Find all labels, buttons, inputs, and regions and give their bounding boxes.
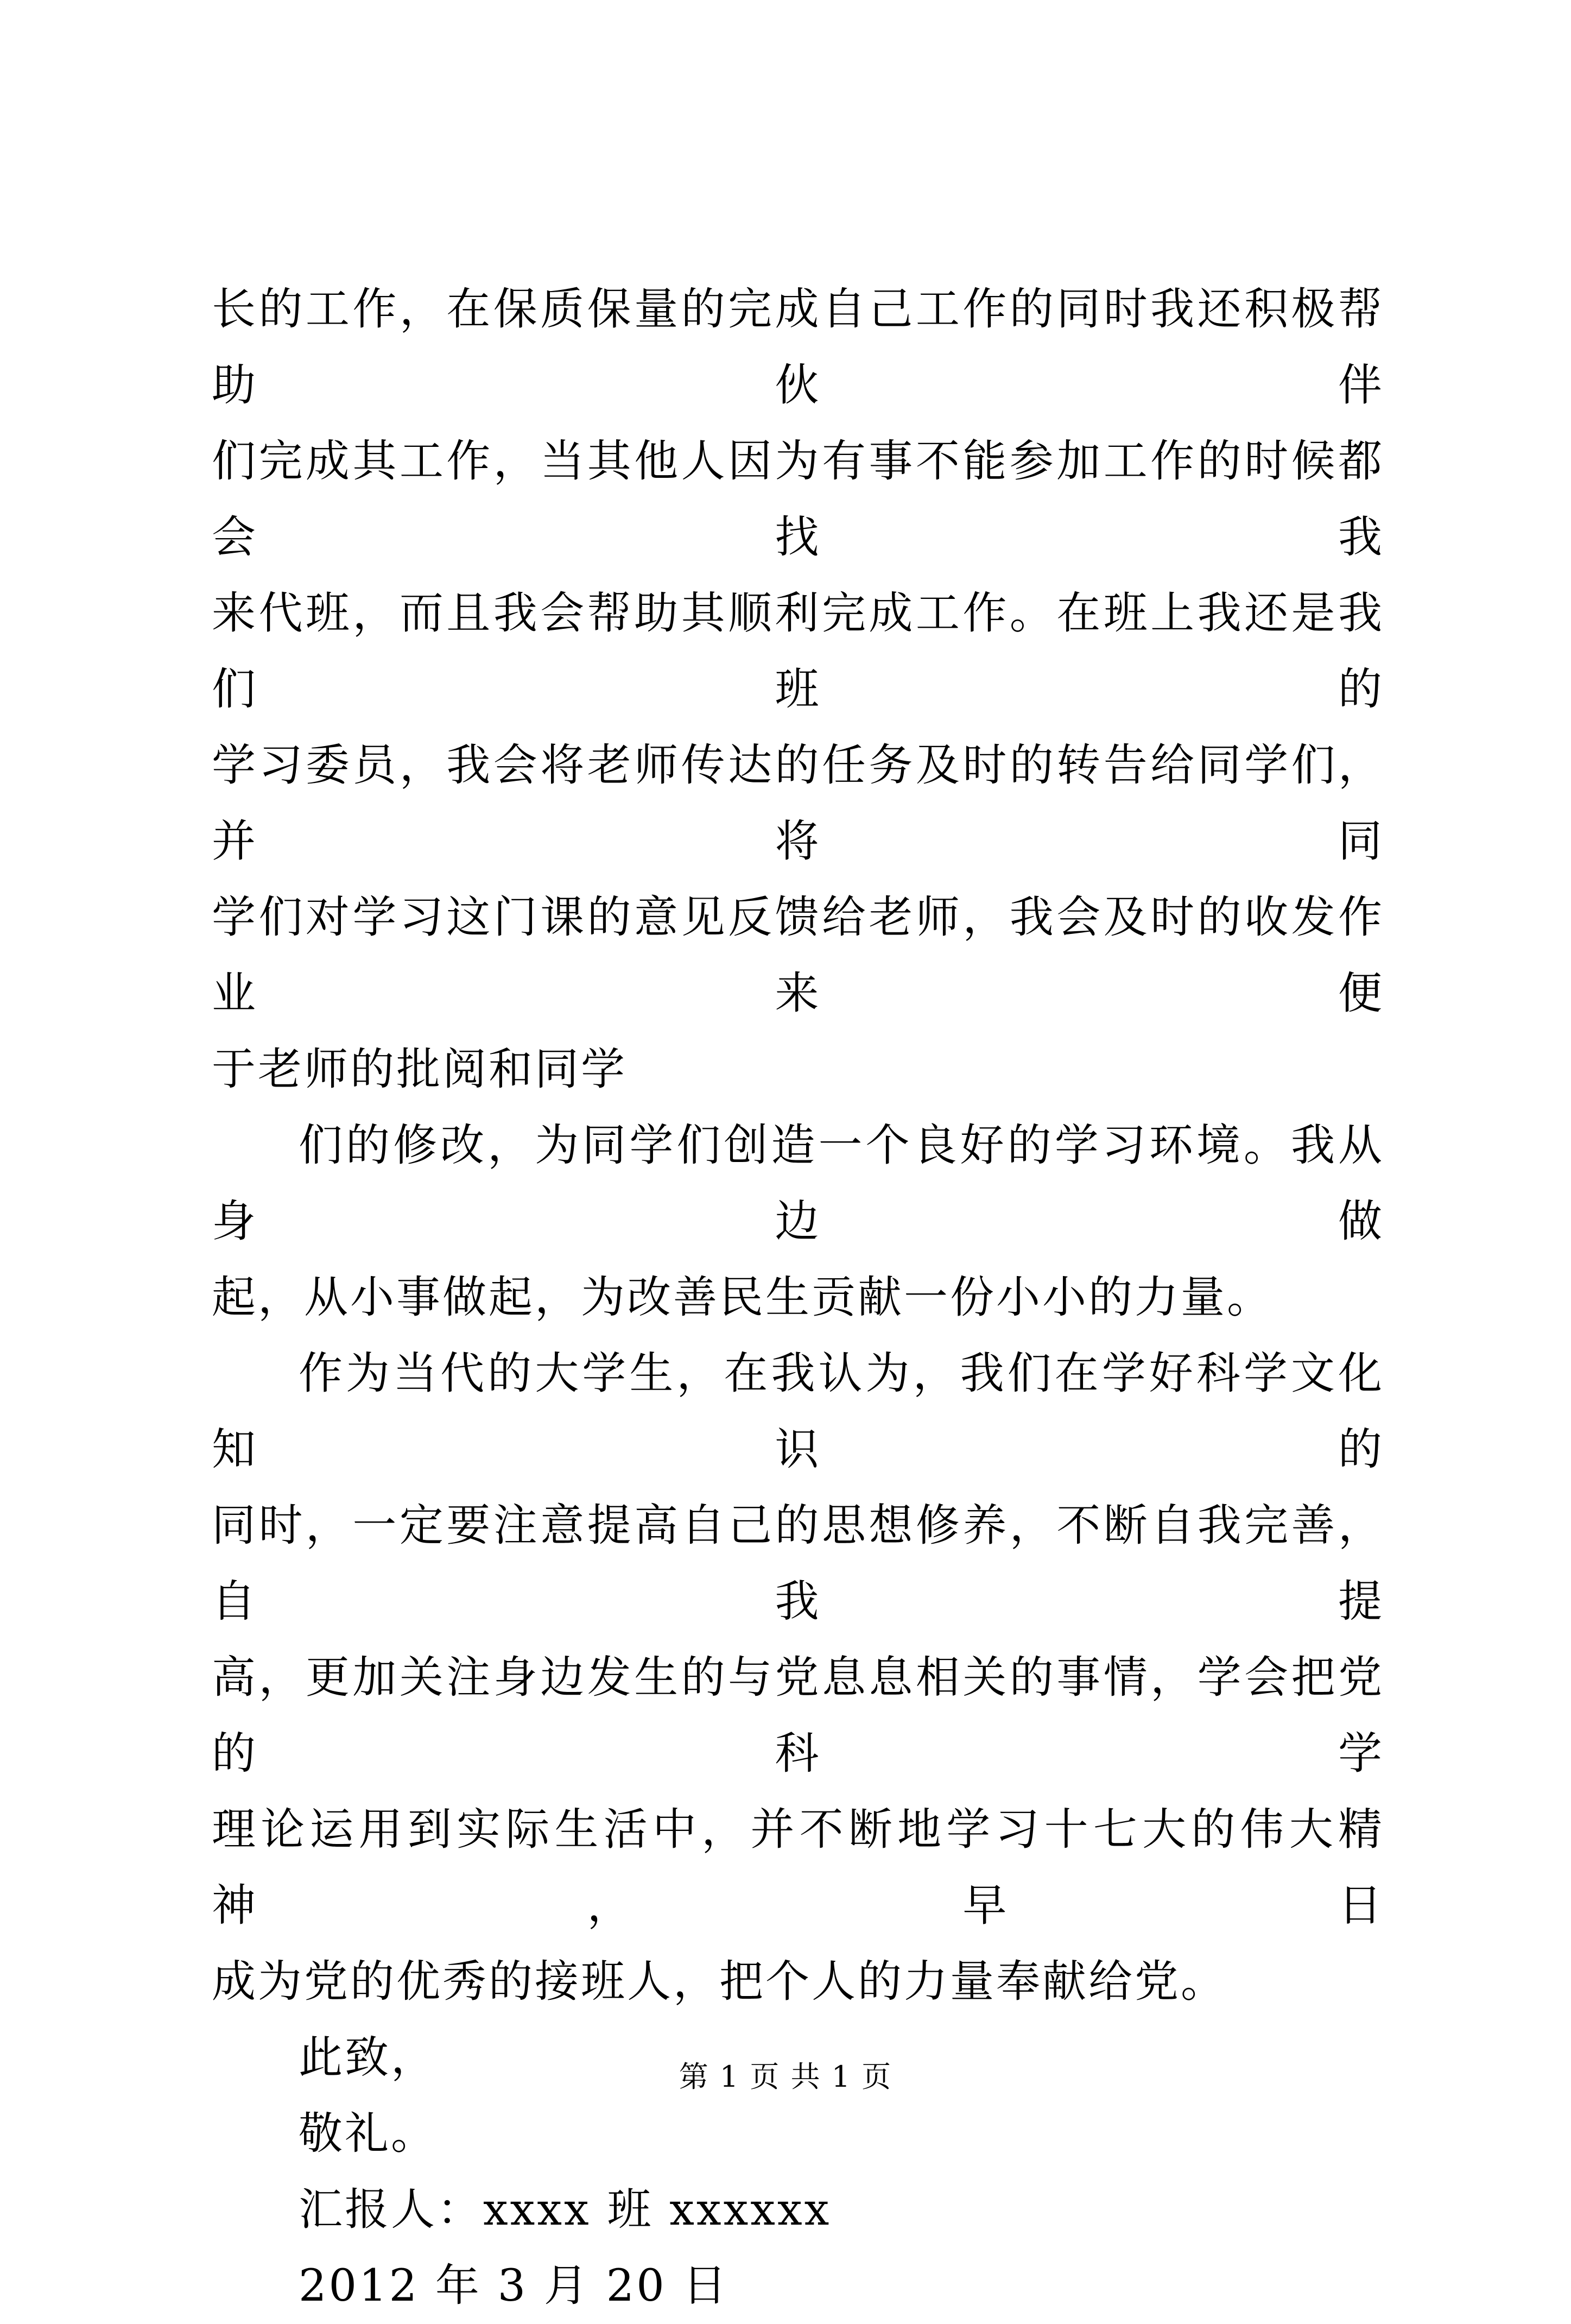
paragraph-line: 理论运用到实际生活中，并不断地学习十七大的伟大精神，早日 bbox=[212, 1804, 1384, 1931]
paragraph-line: 成为党的优秀的接班人，把个人的力量奉献给党。 bbox=[212, 1956, 1227, 2007]
paragraph-line: 于老师的批阅和同学 bbox=[212, 1044, 628, 1095]
paragraph-line: 长的工作，在保质保量的完成自己工作的同时我还积极帮助伙伴 bbox=[212, 284, 1384, 411]
paragraph-line: 学习委员，我会将老师传达的任务及时的转告给同学们，并将同 bbox=[212, 740, 1384, 867]
paragraph-3 bbox=[212, 1336, 1384, 2020]
paragraph-1 bbox=[212, 271, 1384, 1108]
report-date: 2012 年 3 月 20 日 bbox=[299, 2260, 729, 2312]
page-indicator: 第 1 页 共 1 页 bbox=[679, 2060, 892, 2094]
paragraph-line: 们的修改，为同学们创造一个良好的学习环境。我从身边做 bbox=[212, 1120, 1384, 1247]
page-footer bbox=[0, 2058, 1571, 2096]
paragraph-line: 高，更加关注身边发生的与党息息相关的事情，学会把党的科学 bbox=[212, 1652, 1384, 1779]
paragraph-line: 作为当代的大学生，在我认为，我们在学好科学文化知识的 bbox=[212, 1348, 1384, 1475]
paragraph-line: 学们对学习这门课的意见反馈给老师，我会及时的收发作业来便 bbox=[212, 892, 1384, 1019]
document-body bbox=[212, 271, 1384, 2324]
paragraph-line: 们完成其工作，当其他人因为有事不能参加工作的时候都会找我 bbox=[212, 436, 1384, 563]
paragraph-line: 同时，一定要注意提高自己的思想修养，不断自我完善，自我提 bbox=[212, 1500, 1384, 1627]
salutation: 此致， bbox=[299, 2032, 438, 2083]
paragraph-line: 起，从小事做起，为改善民生贡献一份小小的力量。 bbox=[212, 1272, 1274, 1323]
regards: 敬礼。 bbox=[299, 2108, 438, 2159]
paragraph-2 bbox=[212, 1108, 1384, 1336]
reporter-line: 汇报人：xxxx 班 xxxxxx bbox=[299, 2184, 832, 2235]
paragraph-line: 来代班，而且我会帮助其顺利完成工作。在班上我还是我们班的 bbox=[212, 588, 1384, 715]
